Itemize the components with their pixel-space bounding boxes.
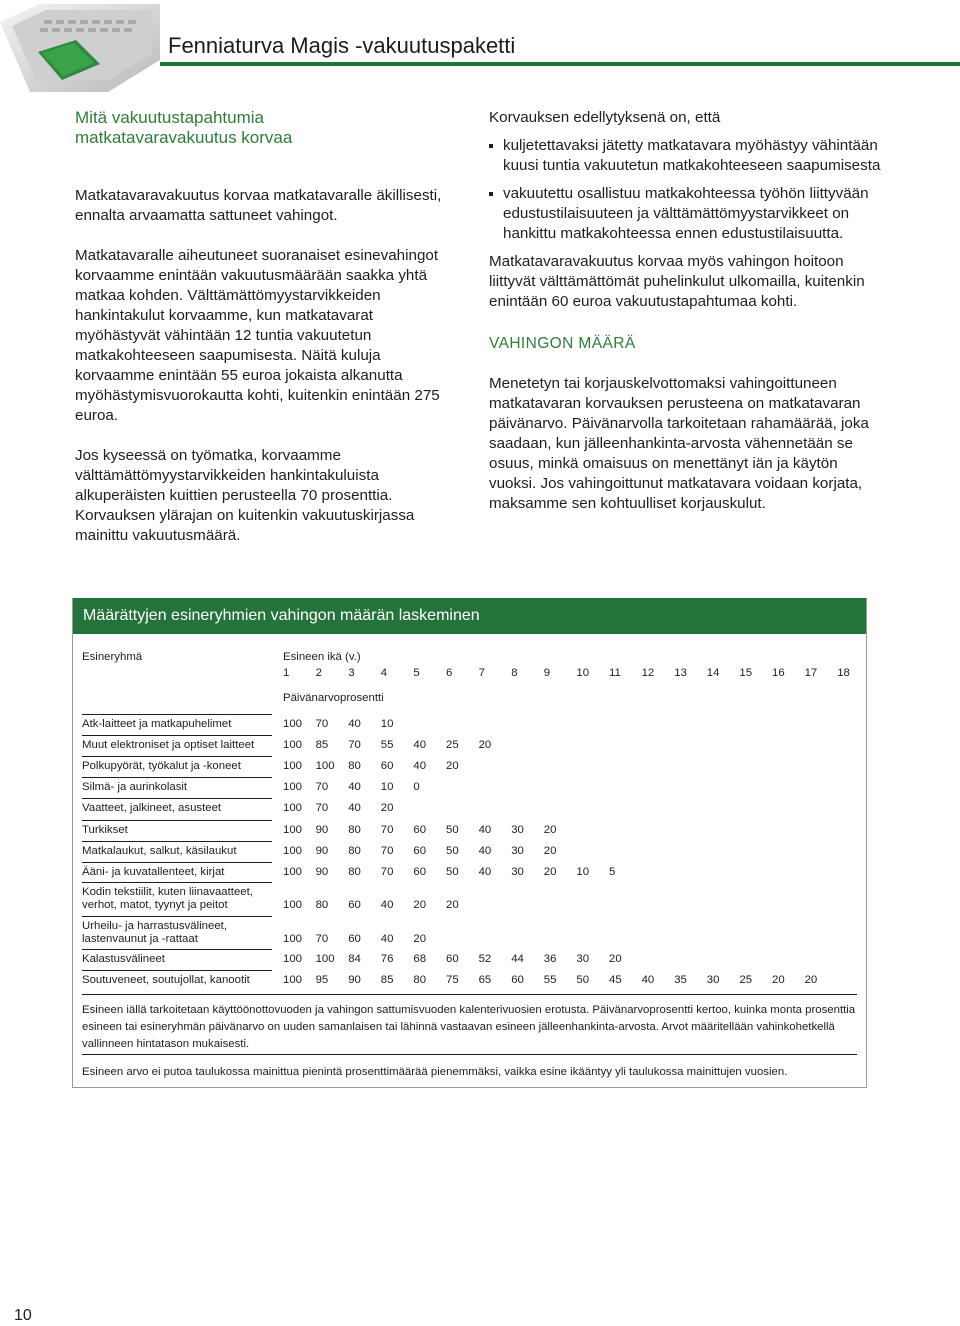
header-rule [160,62,960,66]
table-cell: 20 [446,899,459,911]
table-cell: 60 [380,760,394,772]
list-item: vakuutettu osallistuu matkakohteessa työhön liittyvään edustustilaisuuteen ja välttämättömyystarvikkeet on hankittu matkakohteessa ennen edustustilaisuutta. [489,184,881,244]
header-suffix: -vakuutuspaketti [348,33,516,58]
row-divider [82,756,272,757]
row-divider [82,841,272,842]
table-cell: 100 [283,781,303,793]
table-cell: 70 [380,845,394,857]
table-cell: 90 [315,866,329,878]
table-cell: 90 [315,845,329,857]
table-title: Määrättyjen esineryhmien vahingon määrän laskeminen [83,607,480,624]
table-cell: 90 [315,824,329,836]
table-cell: 40 [348,802,361,814]
table-cell: 100 [283,974,303,986]
table-cell: 80 [348,845,361,857]
row-divider [82,777,272,778]
conditions-list [489,136,881,244]
paragraph-business-trip: Jos kyseessä on työmatka, korvaamme välttämättömyystarvikkeiden hankintakuluista alkuperäisten kuittien perusteella 70 prosenttia. Korvauksen ylärajan on kuitenkin vakuutuskirjassa mainittu vakuutusmäärä. [75,447,415,544]
brand-name: Fenniaturva Magis [168,33,349,58]
table-cell: 80 [348,866,361,878]
table-cell: 100 [283,953,303,965]
table-cell: 55 [543,974,557,986]
table-cell: 70 [380,824,394,836]
table-row-label: Soutuveneet, soutujollat, kanootit [82,974,250,986]
table-cell: 20 [804,974,818,986]
table-note-age: Esineen iällä tarkoitetaan käyttöönottovuoden ja vahingon sattumisvuoden kalenterivuosien erotusta. Päivänarvoprosentti kertoo, kuinka monta prosenttia esineen tai esineryhmän päivänarvo on uuden samanlaisen tai lähinnä vastaavan esineen jälleenhankinta-arvosta. Arvot määritellään vahinkohetkellä vallinneen hintatason mukaisesti. [82,1004,856,1050]
laptop-illustration [0,0,160,92]
table-cell: 30 [511,824,524,836]
paragraph-compensation: Matkatavaralle aiheutuneet suoranaiset esinevahingot korvaamme enintään vakuutusmäärään saakka yhtä matkaa kohden. Välttämättömyystarvikkeiden hankintakulut korvaamme, kun matkatavarat myöhästyvät vähintään 12 tuntia vakuutetun matkakohteeseen saapumisesta. Näitä kuluja korvaamme enintään 55 euroa jokaista alkanutta myöhästymisvuorokautta kohti, kuitenkin enintään 275 euroa. [75,247,440,424]
table-note-min-value: Esineen arvo ei putoa taulukossa mainittua pienintä prosenttimäärää pienemmäksi, vaikka esine ikääntyy yli taulukossa mainittujen vuosien. [82,1066,788,1078]
table-cell: 20 [543,866,557,878]
table-cell: 40 [641,974,655,986]
age-column-header: 6 [446,667,453,679]
table-row-label: Atk-laitteet ja matkapuhelimet [82,718,232,730]
row-divider [82,994,857,995]
table-cell: 100 [283,802,303,814]
subheading-damage-amount: VAHINGON MÄÄRÄ [489,335,636,352]
table-cell: 60 [413,845,427,857]
age-column-header: 12 [641,667,655,679]
table-cell: 70 [380,866,394,878]
table-cell: 20 [478,739,492,751]
row-divider [82,916,272,917]
row-divider [82,714,272,715]
row-divider [82,735,272,736]
table-row-label: Urheilu- ja harrastusvälineet, lastenvaunut ja -rattaat [82,920,227,945]
table-cell: 40 [380,899,394,911]
column-header-age: Esineen ikä (v.) [283,651,361,663]
row-divider [82,970,272,971]
row-divider [82,820,272,821]
section-heading [75,108,460,148]
table-cell: 20 [772,974,785,986]
table-cell: 60 [446,953,459,965]
table-cell: 45 [609,974,622,986]
table-cell: 36 [543,953,557,965]
age-column-header: 16 [772,667,785,679]
table-cell: 76 [380,953,394,965]
table-cell: 20 [446,760,459,772]
table-cell: 70 [315,781,329,793]
table-cell: 100 [283,739,303,751]
table-cell: 20 [413,899,427,911]
table-cell: 40 [348,718,361,730]
table-cell: 100 [283,760,303,772]
table-cell: 25 [739,974,753,986]
table-cell: 50 [446,824,459,836]
table-cell: 30 [706,974,720,986]
table-row-label: Matkalaukut, salkut, käsilaukut [82,845,237,857]
table-cell: 20 [609,953,622,965]
list-item: kuljetettavaksi jätetty matkatavara myöhästyy vähintään kuusi tuntia vakuutetun matkakohteeseen saapumisesta [489,136,881,176]
table-cell: 50 [446,845,459,857]
table-cell: 40 [413,760,427,772]
table-cell: 10 [380,718,394,730]
table-cell: 10 [576,866,590,878]
row-divider [82,882,272,883]
table-cell: 80 [348,760,361,772]
table-cell: 40 [478,845,492,857]
table-cell: 95 [315,974,329,986]
table-cell: 84 [348,953,361,965]
table-cell: 10 [380,781,394,793]
age-column-header: 13 [674,667,687,679]
table-cell: 30 [511,845,524,857]
table-row-label: Kodin tekstiilit, kuten liinavaatteet, verhot, matot, tyynyt ja peitot [82,886,253,911]
page-header-title [168,33,515,59]
table-cell: 90 [348,974,361,986]
table-cell: 70 [315,802,329,814]
age-column-header: 14 [706,667,720,679]
table-cell: 80 [413,974,427,986]
section-heading-line2: matkatavaravakuutus korvaa [75,128,293,147]
table-row-label: Ääni- ja kuvatallenteet, kirjat [82,866,225,878]
table-cell: 30 [576,953,590,965]
age-column-header: 9 [543,667,551,679]
table-cell: 68 [413,953,427,965]
table-cell: 50 [576,974,590,986]
section-heading-line1: Mitä vakuutustapahtumia [75,108,264,127]
table-cell: 85 [380,974,394,986]
age-column-header: 5 [413,667,420,679]
table-cell: 55 [380,739,394,751]
table-cell: 100 [315,953,335,965]
table-cell: 70 [348,739,361,751]
table-cell: 65 [478,974,492,986]
paragraph-damage-amount: Menetetyn tai korjauskelvottomaksi vahingoittuneen matkatavaran korvauksen perusteena on matkatavaran päivänarvo. Päivänarvolla tarkoitetaan rahamäärää, joka saadaan, kun jälleenhankinta-arvosta vähennetään se osuus, minkä omaisuus on menettänyt iän ja käytön vuoksi. Jos vahingoittunut matkatavara voidaan korjata, maksamme sen kohtuulliset korjauskulut. [489,375,869,512]
table-cell: 20 [380,802,394,814]
table-cell: 85 [315,739,329,751]
table-cell: 0 [413,781,420,793]
table-cell: 100 [283,866,303,878]
table-row-label: Muut elektroniset ja optiset laitteet [82,739,255,751]
table-cell: 40 [380,933,394,945]
table-cell: 100 [315,760,335,772]
table-row-label: Vaatteet, jalkineet, asusteet [82,802,222,814]
conditions-intro: Korvauksen edellytyksenä on, että [489,109,721,126]
table-cell: 40 [348,781,361,793]
page-number: 10 [14,1307,32,1324]
column-header-percentage: Päivänarvoprosentti [283,692,384,704]
table-cell: 52 [478,953,492,965]
age-column-header: 10 [576,667,590,679]
table-row-label: Silmä- ja aurinkolasit [82,781,188,793]
table-cell: 75 [446,974,459,986]
table-cell: 20 [543,824,557,836]
table-cell: 80 [315,899,329,911]
age-column-header: 11 [609,667,621,679]
table-cell: 60 [413,866,427,878]
table-cell: 40 [478,824,492,836]
column-header-item-group: Esineryhmä [82,651,143,663]
table-row-label: Polkupyörät, työkalut ja -koneet [82,760,241,772]
table-cell: 70 [315,933,329,945]
age-column-header: 3 [348,667,355,679]
table-cell: 60 [348,933,361,945]
age-column-header: 8 [511,667,518,679]
table-cell: 100 [283,845,303,857]
row-divider [82,949,272,950]
paragraph-coverage: Matkatavaravakuutus korvaa matkatavaralle äkillisesti, ennalta arvaamatta sattuneet vahingot. [75,187,442,224]
table-cell: 20 [543,845,557,857]
table-cell: 80 [348,824,361,836]
age-column-header: 2 [315,667,322,679]
table-cell: 100 [283,824,303,836]
table-title-bar [73,598,866,634]
right-column [489,108,881,523]
table-cell: 20 [413,933,427,945]
table-cell: 100 [283,718,303,730]
age-column-header: 1 [283,667,290,679]
table-cell: 25 [446,739,459,751]
age-column-header: 7 [478,667,485,679]
age-column-header: 18 [837,667,850,679]
table-row-label: Turkikset [82,824,128,836]
age-column-header: 15 [739,667,753,679]
table-cell: 44 [511,953,524,965]
paragraph-phone-costs: Matkatavaravakuutus korvaa myös vahingon hoitoon liittyvät välttämättömät puhelinkulut ulkomailla, kuitenkin enintään 60 euroa vakuutustapahtumaa kohti. [489,253,865,310]
table-cell: 60 [413,824,427,836]
table-cell: 50 [446,866,459,878]
table-cell: 35 [674,974,687,986]
table-cell: 40 [478,866,492,878]
table-cell: 100 [283,899,303,911]
age-column-header: 4 [380,667,388,679]
age-column-header: 17 [804,667,818,679]
left-column [75,108,460,566]
table-cell: 30 [511,866,524,878]
row-divider [82,798,272,799]
table-cell: 40 [413,739,427,751]
table-cell: 60 [511,974,524,986]
row-divider [82,1054,857,1055]
table-row-label: Kalastusvälineet [82,953,165,965]
row-divider [82,862,272,863]
table-cell: 70 [315,718,329,730]
table-cell: 100 [283,933,303,945]
table-cell: 60 [348,899,361,911]
table-cell: 5 [609,866,616,878]
depreciation-table [72,598,867,1088]
